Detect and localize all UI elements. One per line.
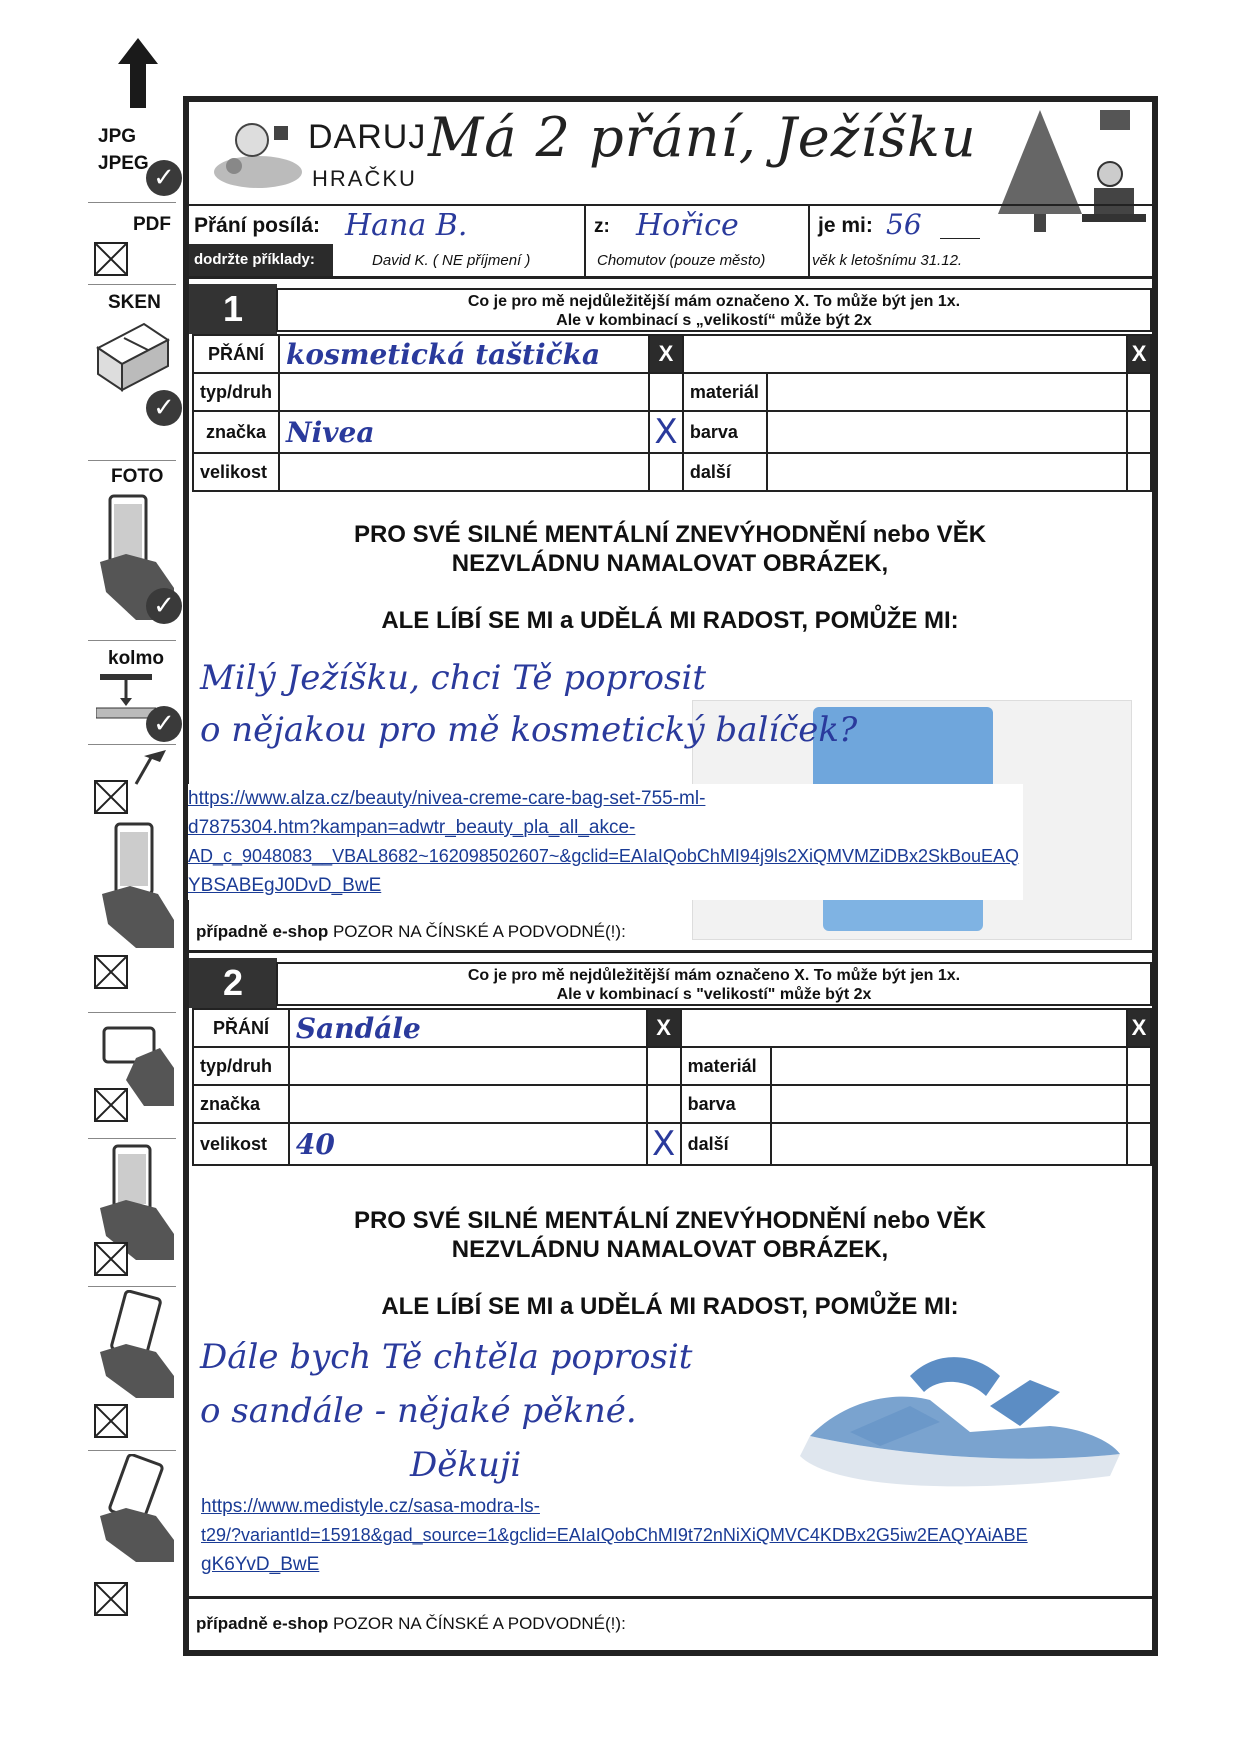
x-box-icon: [94, 242, 128, 276]
row-label-other: další: [683, 453, 767, 491]
x-box-icon: [94, 955, 128, 989]
x-box-icon: [94, 780, 128, 814]
row-label-other: další: [681, 1123, 771, 1165]
divider: [88, 640, 176, 641]
row-label-size: velikost: [193, 453, 279, 491]
angled-lamp-icon: [126, 748, 176, 788]
phone-photo-icon: [96, 1454, 176, 1564]
divider: [88, 744, 176, 745]
sidebar-label-pdf: PDF: [133, 214, 171, 235]
from-label: z:: [594, 216, 610, 237]
note-line: Děkuji: [410, 1445, 522, 1485]
wish2-type-mark[interactable]: [647, 1047, 681, 1085]
row-label-material: materiál: [683, 373, 767, 411]
examples-label: dodržte příklady:: [194, 251, 315, 268]
wish2-extra-field[interactable]: [681, 1009, 1127, 1047]
url-line[interactable]: t29/?variantId=15918&gad_source=1&gclid=EAIaIQobChMI9t72nNiXiQMVC4KDBx2G5iw2EAQYAiABE: [201, 1525, 1028, 1545]
check-icon: ✓: [146, 706, 182, 742]
note-line: o nějakou pro mě kosmetický balíček?: [200, 710, 858, 750]
wish1-brand-mark[interactable]: X: [649, 411, 683, 453]
row-label-brand: značka: [193, 1085, 289, 1123]
row-label-wish: PŘÁNÍ: [193, 1009, 289, 1047]
wish1-material-mark[interactable]: [1127, 373, 1151, 411]
logo-hracku: HRAČKU: [312, 166, 417, 191]
wish1-type-mark[interactable]: [649, 373, 683, 411]
perpendicular-icon: [96, 672, 156, 722]
x-box-icon: [94, 1242, 128, 1276]
row-label-type: typ/druh: [193, 1047, 289, 1085]
x-header: X: [647, 1009, 681, 1047]
wish2-other-mark[interactable]: [1127, 1123, 1151, 1165]
note-line: o sandále - nějaké pěkné.: [200, 1391, 637, 1431]
divider: [189, 276, 1152, 279]
sidebar-label-sken: SKEN: [108, 292, 161, 313]
wish1-url[interactable]: [188, 784, 1023, 900]
divider: [189, 204, 1152, 206]
x-box-icon: [94, 1088, 128, 1122]
note-line: Dále bych Tě chtěla poprosit: [200, 1337, 693, 1377]
check-icon: ✓: [146, 160, 182, 196]
age-value: 56: [886, 208, 922, 241]
disability-note: [320, 520, 1020, 578]
disability-line: NEZVLÁDNU NAMALOVAT OBRÁZEK,: [451, 550, 889, 577]
divider: [88, 1012, 176, 1013]
wish2-brand-field[interactable]: [289, 1085, 647, 1123]
wish1-type-field[interactable]: [279, 373, 649, 411]
row-label-wish: PŘÁNÍ: [193, 335, 279, 373]
wish1-color-field[interactable]: [767, 411, 1127, 453]
row-label-color: barva: [681, 1085, 771, 1123]
christmas-tree-child-icon: [990, 104, 1150, 244]
disability-line: PRO SVÉ SILNÉ MENTÁLNÍ ZNEVÝHODNĚNÍ nebo VĚK: [353, 1207, 987, 1234]
wish2-color-mark[interactable]: [1127, 1085, 1151, 1123]
sender-value: Hana B.: [345, 208, 468, 243]
importance-note: [276, 962, 1152, 1006]
url-line[interactable]: https://www.alza.cz/beauty/nivea-creme-care-bag-set-755-ml-: [188, 788, 706, 809]
eshop-label: případně e-shop: [196, 1614, 329, 1633]
scanner-icon: [94, 318, 172, 398]
sidebar-label-jpg: JPG: [98, 126, 137, 147]
wish2-table: [192, 1008, 1152, 1166]
importance-note: [276, 288, 1152, 332]
up-arrow-icon: [118, 38, 158, 108]
wish1-wish-value: kosmetická taštička: [286, 337, 601, 371]
divider: [88, 284, 176, 285]
phone-angle-icon: [96, 820, 176, 950]
eshop-label: případně e-shop: [196, 922, 329, 941]
wish2-size-value: 40: [295, 1127, 335, 1161]
url-line[interactable]: https://www.medistyle.cz/sasa-modra-ls-: [201, 1496, 540, 1517]
row-label-type: typ/druh: [193, 373, 279, 411]
divider: [88, 1450, 176, 1451]
wish2-size-mark[interactable]: X: [647, 1123, 681, 1165]
divider: [808, 204, 810, 244]
product-image-sandal: [790, 1336, 1130, 1506]
example-age: věk k letošnímu 31.12.: [812, 252, 963, 269]
importance-line: Co je pro mě nejdůležitější mám označeno X. To může být jen 1x.: [467, 967, 961, 984]
wish1-material-field[interactable]: [767, 373, 1127, 411]
x-header: X: [649, 335, 683, 373]
wish1-extra-field[interactable]: [683, 335, 1127, 373]
check-icon: ✓: [146, 588, 182, 624]
eshop-warning: POZOR NA ČÍNSKÉ A PODVODNÉ(!):: [328, 922, 626, 941]
importance-line: Ale v kombinací s "velikostí" může být 2x: [556, 986, 872, 1003]
wish1-other-mark[interactable]: [1127, 453, 1151, 491]
phone-photo-icon: [96, 1290, 176, 1400]
wish1-other-field[interactable]: [767, 453, 1127, 491]
like-line: ALE LÍBÍ SE MI a UDĚLÁ MI RADOST, POMŮŽE MI:: [381, 607, 959, 634]
wish1-brand-value: Nivea: [286, 415, 375, 449]
wish-number-2: 2: [189, 958, 277, 1008]
divider: [584, 204, 586, 244]
note-line: Milý Ježíšku, chci Tě poprosit: [200, 658, 707, 698]
sidebar-label-kolmo: kolmo: [108, 648, 164, 669]
importance-line: Co je pro mě nejdůležitější mám označeno X. To může být jen 1x.: [467, 293, 961, 310]
from-value: Hořice: [636, 208, 739, 243]
row-label-brand: značka: [193, 411, 279, 453]
age-label: je mi:: [818, 214, 873, 237]
wish2-material-mark[interactable]: [1127, 1047, 1151, 1085]
disability-line: PRO SVÉ SILNÉ MENTÁLNÍ ZNEVÝHODNĚNÍ nebo VĚK: [353, 521, 987, 548]
divider: [584, 244, 586, 276]
divider: [189, 950, 1152, 953]
wish2-brand-mark[interactable]: [647, 1085, 681, 1123]
disability-note: [320, 1206, 1020, 1264]
sender-label: Přání posílá:: [194, 214, 321, 237]
divider: [88, 1138, 176, 1139]
wish2-color-field[interactable]: [771, 1085, 1128, 1123]
url-line[interactable]: d7875304.htm?kampan=adwtr_beauty_pla_all_akce-: [188, 817, 636, 838]
wish1-wish-field[interactable]: [279, 335, 649, 373]
divider: [88, 202, 176, 203]
wish2-other-field[interactable]: [771, 1123, 1128, 1165]
wish1-table: [192, 334, 1152, 492]
row-label-size: velikost: [193, 1123, 289, 1165]
wish2-wish-field[interactable]: [289, 1009, 647, 1047]
row-label-color: barva: [683, 411, 767, 453]
url-line[interactable]: gK6YvD_BwE: [201, 1554, 320, 1575]
wish2-note: [200, 1330, 692, 1492]
wish2-url[interactable]: [201, 1492, 1028, 1579]
wish1-size-mark[interactable]: [649, 453, 683, 491]
importance-line: Ale v kombinací s „velikostí“ může být 2x: [556, 312, 872, 329]
santa-toys-logo-icon: [212, 110, 304, 190]
disability-line: NEZVLÁDNU NAMALOVAT OBRÁZEK,: [451, 1236, 889, 1263]
like-line: ALE LÍBÍ SE MI a UDĚLÁ MI RADOST, POMŮŽE MI:: [381, 1293, 959, 1320]
divider: [88, 460, 176, 461]
divider: [88, 1286, 176, 1287]
divider: [808, 244, 810, 276]
sidebar-label-jpeg: JPEG: [98, 153, 149, 174]
page-title: Má 2 přání, Ježíšku: [428, 106, 977, 169]
divider: [189, 1596, 1152, 1599]
wish2-type-field[interactable]: [289, 1047, 647, 1085]
x-header: X: [1127, 1009, 1151, 1047]
logo-daruj: DARUJ: [308, 118, 427, 156]
wish2-wish-value: Sandále: [295, 1011, 421, 1045]
example-name: David K. ( NE příjmení ): [372, 252, 531, 269]
wish1-brand-field[interactable]: [279, 411, 649, 453]
example-city: Chomutov (pouze město): [597, 252, 766, 269]
eshop-line: [196, 922, 626, 942]
wish1-size-field[interactable]: [279, 453, 649, 491]
url-line[interactable]: AD_c_9048083__VBAL8682~162098502607~&gclid=EAIaIQobChMI94j9ls2XiQMVMZiDBx2SkBouEAQ: [188, 846, 1020, 866]
wish2-material-field[interactable]: [771, 1047, 1128, 1085]
wish-number-1: 1: [189, 284, 277, 334]
x-box-icon: [94, 1582, 128, 1616]
url-line[interactable]: YBSABEgJ0DvD_BwE: [188, 875, 382, 896]
x-box-icon: [94, 1404, 128, 1438]
x-header: X: [1127, 335, 1151, 373]
eshop-line: [196, 1614, 626, 1634]
wish1-color-mark[interactable]: [1127, 411, 1151, 453]
wish2-size-field[interactable]: [289, 1123, 647, 1165]
check-icon: ✓: [146, 390, 182, 426]
row-label-material: materiál: [681, 1047, 771, 1085]
wish1-note: [200, 652, 857, 756]
eshop-warning: POZOR NA ČÍNSKÉ A PODVODNÉ(!):: [328, 1614, 626, 1633]
sidebar-label-foto: FOTO: [111, 466, 164, 487]
divider: [940, 238, 980, 239]
